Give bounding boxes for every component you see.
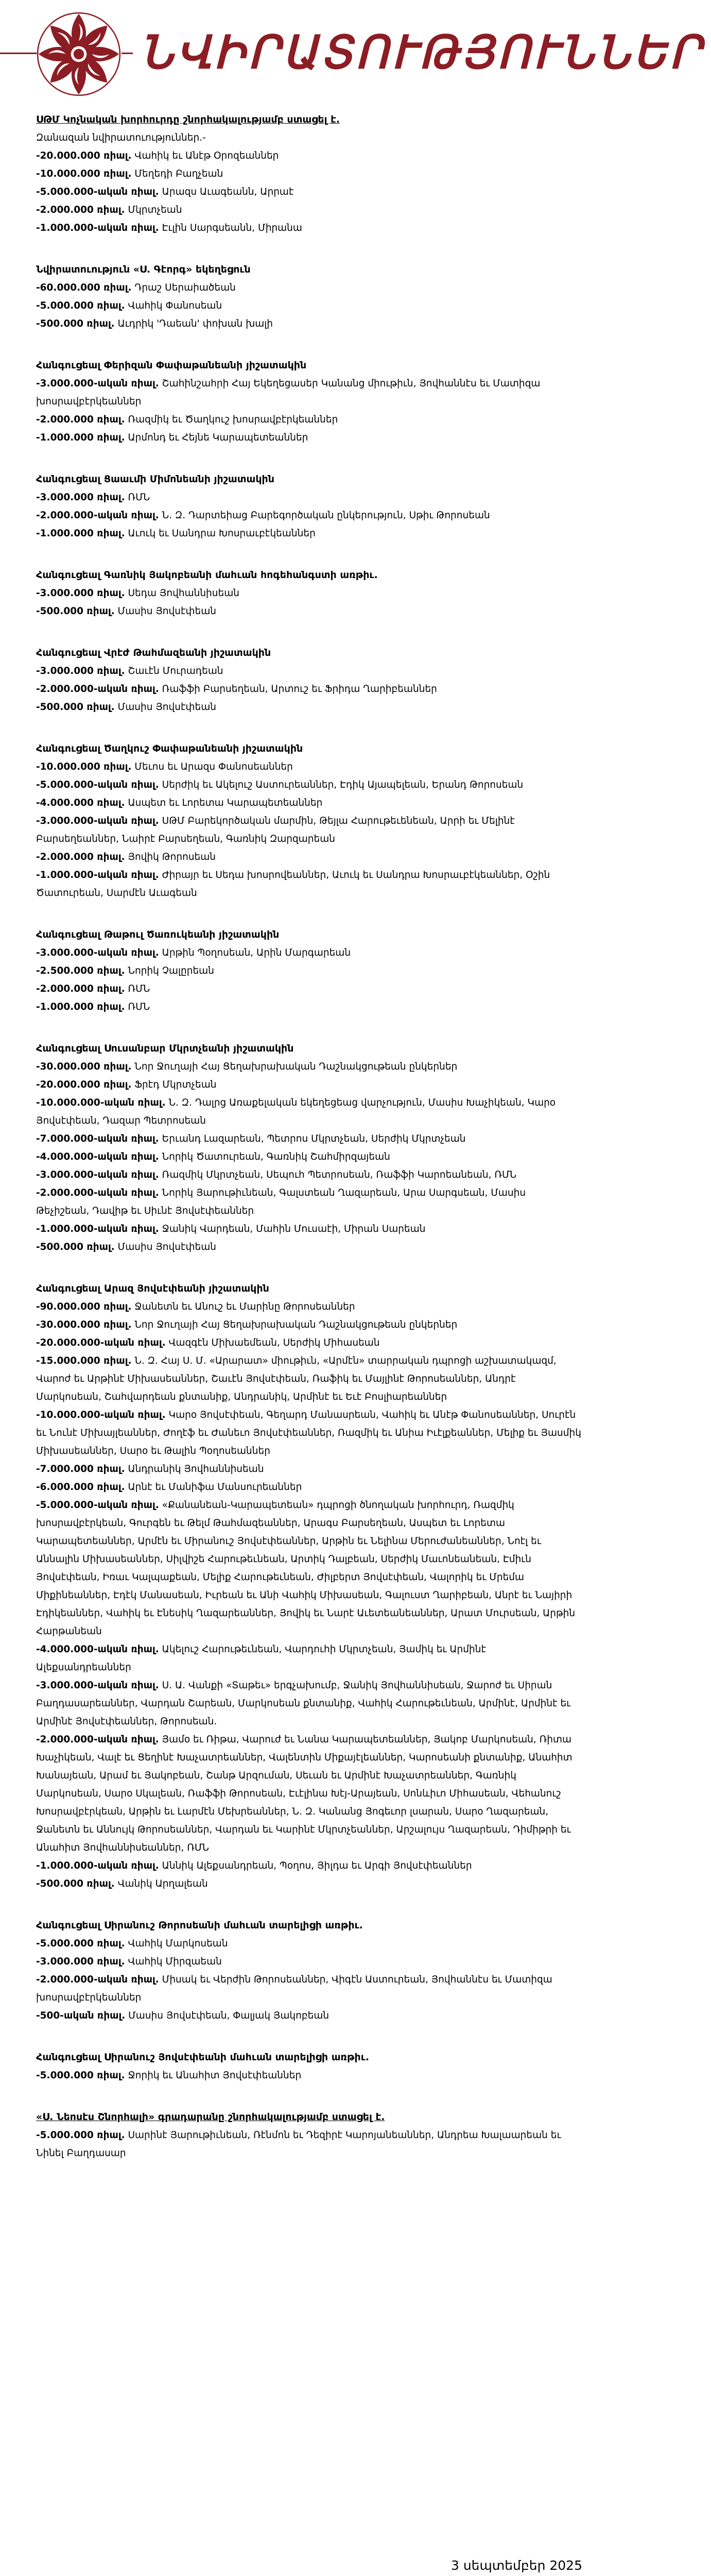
- donation-amount: -4.000.000 ռիալ.: [36, 798, 125, 808]
- donor-names: Նոր Ջուղայի Հայ Ցեղախրախական Դաշնակցութեան ընկերներ: [134, 1061, 458, 1072]
- donor-names: Յովիկ Թորոսեան: [128, 852, 216, 862]
- donation-amount: -3.000.000-ական ռիալ.: [36, 378, 159, 389]
- donation-entry: [36, 1971, 582, 2007]
- donation-entry: [36, 1298, 582, 1316]
- donation-amount: -30.000.000 ռիալ.: [36, 1061, 132, 1072]
- donor-names: Դրաշ Սերաիածեան: [134, 282, 236, 293]
- donation-entry: [36, 1640, 582, 1676]
- donation-entry: [36, 998, 582, 1016]
- donation-entry: [36, 147, 582, 165]
- donation-entry: [36, 297, 582, 315]
- donor-names: Ֆրէդ Մկրտչեան: [134, 1079, 217, 1090]
- donation-entry: [36, 2066, 582, 2084]
- donation-entry: [36, 848, 582, 866]
- donation-section: [36, 470, 582, 543]
- section-title: Նվիրատուություն «Ս. Գէորգ» եկեղեցուն: [36, 264, 251, 275]
- donation-amount: -500.000 ռիալ.: [36, 702, 115, 713]
- donation-entry: [36, 758, 582, 776]
- donation-amount: -10.000.000 ռիալ.: [36, 761, 132, 772]
- donor-names: Արմոնդ եւ Հեյնե Կարապետեաններ: [128, 432, 308, 443]
- donation-entry: [36, 944, 582, 962]
- donation-amount: -5.000.000 ռիալ.: [36, 1938, 125, 1949]
- donor-names: Զանազան նվիրատուություններ.-: [36, 132, 206, 143]
- donation-amount: -2.000.000 ռիալ.: [36, 984, 125, 994]
- donation-entry: [36, 1166, 582, 1184]
- donor-names: Վահիկ Փանոսեան: [128, 300, 222, 311]
- donation-entry: [36, 1460, 582, 1478]
- donation-entry: [36, 524, 582, 543]
- donation-section: [36, 357, 582, 447]
- donation-entry: [36, 794, 582, 812]
- donor-names: Նորիկ Ծատուրեան, Գառնիկ Շահմիրզայեան: [162, 1151, 390, 1162]
- donor-names: Մասիս Յովսէփեան: [117, 1242, 216, 1252]
- donor-names: ՌՄՆ: [128, 1002, 150, 1012]
- donation-entry: [36, 866, 582, 902]
- donor-names: Ն. Զ. Դալրց Առաքելական եկեղեցեաց վարչություն, Մասիս Խաչիկեան, Կարօ Յովսէփեան, Դազար Պետրոսեան: [36, 1097, 556, 1126]
- donor-names: Սերժիկ եւ Ակելուշ Աստուրեաններ, Էդիկ Այապելեան, Երանդ Թորոսեան: [162, 779, 524, 790]
- donation-entry: [36, 183, 582, 201]
- page-title: ՆՎԻՐԱՏՈՒԹՅՈՒՆՆԵՐ: [133, 30, 711, 75]
- donor-names: «Քանանեան-Կարապետեան» դպրոցի ծնողական խորհուրդ, Ռազմիկ խոսրավբէրկեան, Գուրգեն եւ Թելմ Թահմազեաններ, Արագս Բարսեղեան, Ասպետ եւ Լորետա Կարապետեաններ, Արմէն եւ Միրանուշ Յովսէփեաններ, Արթին եւ Նելինա Մերուժանեաններ, Նոէլ եւ Աննալին Միխասեաններ, Սիլվիշե Հարութեւնեան, Արտիկ Դալբեան, Սերժիկ Մաւոնեանեան, Էմիւն Յովսէփեան, Իռաւ Կալպաքեան, Մելիք Հարութեւնեան, Ժիլբերտ Յովսէփեան, Վալորիկ եւ Մրեմա Միքինեաններ, Էդէկ Մանասեան, Իւրեան եւ Անի Վահիկ Միխասեան, Գալուստ Ղարիբեան, Անրէ եւ Նայիրի Էդիկեաններ, Վահիկ եւ Էնեսիկ Ղազարեաններ, Յովիկ եւ Նարէ Աւետեանեաններ, Արատ Մուրսեան, Արթին Հարթանեան: [36, 1500, 576, 1637]
- armenian-ornament-logo-icon: [35, 10, 123, 98]
- donation-amount: -4.000.000-ական ռիալ.: [36, 1644, 159, 1655]
- donor-names: Ակելուշ Հարութեւնեան, Վարդուհի Մկրտչեան, Յամիկ եւ Արմինէ Ալեքսանդրեաններ: [36, 1644, 486, 1673]
- donation-entry: [36, 1676, 582, 1731]
- donation-entry: [36, 1184, 582, 1220]
- donor-names: Արնէ եւ Մանիֆա Մանսուրեաններ: [128, 1482, 302, 1493]
- donor-names: Վազգէն Միխաեմեան, Սերժիկ Միհասեան: [168, 1337, 380, 1348]
- donation-entry: [36, 1935, 582, 1953]
- donation-amount: -20.000.000 ռիալ.: [36, 1079, 132, 1090]
- donor-names: Ջանետն եւ Անուշ եւ Մարինը Թորոսեաններ: [134, 1301, 355, 1312]
- donation-entry: [36, 1406, 582, 1460]
- donor-names: Ջանիկ Վարդեան, Մահին Մուսաէի, Միրան Սարեան: [162, 1224, 426, 1234]
- donor-names: Մասիս Յովսէփեան: [117, 702, 216, 713]
- donor-names: Ն. Զ. Հայ Ս. Մ. «Արարատ» միութիւն, «Արմէն» տարրական դպրոցի աշխատակազմ, Վարոժ եւ Արթինէ Միխասեաններ, Շաւէն Յովսէփեան, Ռաֆիկ եւ Մայլինէ Թորոսեաններ, Անդրէ Մարկոսեան, Շահվարդեան քնտանիք, Անդրանիկ, Արմինէ եւ Եւէ Բոսլիարեաններ: [36, 1355, 557, 1402]
- donation-amount: -5.000.000-ական ռիալ.: [36, 1500, 159, 1511]
- donation-entry: [36, 1316, 582, 1334]
- donation-entry: [36, 1238, 582, 1256]
- donation-entry: [36, 1058, 582, 1076]
- donation-entry: [36, 129, 582, 147]
- donation-entry: [36, 680, 582, 698]
- publication-date: 3 սեպտեմբեր 2025: [450, 2558, 582, 2573]
- donation-section: [36, 261, 582, 333]
- donor-names: Ասպետ եւ Լորետա Կարապետեաններ: [128, 798, 323, 808]
- donor-names: Էւլին Սարգսեանն, Միրանա: [162, 223, 302, 233]
- donation-amount: -60.000.000 ռիալ.: [36, 282, 132, 293]
- donor-names: Ռազմիկ եւ Ծաղկուշ խոսրավբէրկեաններ: [128, 414, 338, 425]
- donation-amount: -3.000.000-ական ռիալ.: [36, 1170, 159, 1180]
- donor-names: Նոր Ջուղայի Հայ Ցեղախրախական Դաշնակցութեան ընկերներ: [134, 1319, 458, 1330]
- donation-amount: -10.000.000-ական ռիալ.: [36, 1410, 166, 1420]
- donor-names: Կարօ Յովսէփեան, Գեղարդ Մանասրեան, Վահիկ եւ Անէթ Փանոսեաններ, Սուրէն եւ Նունէ Միխայլեաններ, Ժողէֆ եւ Ժանեւո Յովսէփեաններ, Ռազմիկ եւ Անիա Իւէլքեաններ, Մելիք եւ Յասմիկ Միխասեաններ, Սարօ եւ Թալին Պօղոսեաններ: [36, 1410, 581, 1456]
- donation-section: [36, 644, 582, 716]
- donation-amount: -2.000.000-ական ռիալ.: [36, 1974, 159, 1985]
- donation-amount: -1.000.000 ռիալ.: [36, 1002, 125, 1012]
- donation-amount: -4.000.000-ական ռիալ.: [36, 1151, 159, 1162]
- donor-names: Անդրանիկ Յովհաննիսեան: [128, 1464, 264, 1475]
- donation-entry: [36, 1352, 582, 1406]
- donation-amount: -2.000.000-ական ռիալ.: [36, 1734, 159, 1745]
- donor-names: ՌՄՆ: [128, 492, 150, 503]
- donation-amount: -500.000 ռիալ.: [36, 318, 115, 329]
- donation-entry: [36, 219, 582, 237]
- section-title: «Ս. Նեոսէս Շնորհալի» գրադարանը շնորհակալությամբ ստացել է.: [36, 2111, 385, 2123]
- donation-entry: [36, 1220, 582, 1238]
- donation-entry: [36, 1094, 582, 1130]
- donor-names: Նորիկ Յարութիւնեան, Գալստեան Ղազարեան, Արա Սարգսեան, Մասիս Թեչիշեան, Դավիթ եւ Սիւնէ Յովսէփեաններ: [36, 1188, 526, 1216]
- donation-amount: -5.000.000 ռիալ.: [36, 2070, 125, 2081]
- header-rule-left: [0, 53, 37, 54]
- donor-names: Մկրտչեան: [128, 205, 182, 215]
- donor-names: Արազս Աւագեանն, Արրաէ: [162, 187, 294, 197]
- donation-entry: [36, 2007, 582, 2025]
- donor-names: Ռազմիկ Մկրտչեան, Սեպուհ Պետրոսեան, Ռաֆֆի Կարոեանեան, ՌՄՆ: [162, 1170, 517, 1180]
- donor-names: Ջորիկ եւ Անահիտ Յովսէփեաններ: [128, 2070, 302, 2081]
- donation-entry: [36, 429, 582, 447]
- donation-amount: -2.000.000 ռիալ.: [36, 852, 125, 862]
- donation-amount: -10.000.000 ռիալ.: [36, 168, 132, 179]
- section-title: Հանգուցեալ Սուսանբար Մկրտչեանի յիշատակին: [36, 1043, 294, 1054]
- donor-names: Մեղեդի Բաղչեան: [134, 168, 223, 179]
- donation-amount: -3.000.000-ական ռիալ.: [36, 816, 159, 826]
- donor-names: Աննիկ Ալեքսանդրեան, Պօղոս, Յիլդա եւ Արգի Յովսէփեաններ: [162, 1860, 472, 1871]
- donation-entry: [36, 1478, 582, 1496]
- donor-names: Մասիս Յովսէփեան, Փալյակ Յակոբեան: [128, 2010, 330, 2021]
- section-title: Հանգուցեալ Սիրանուշ Թորոսեանի մահւան տարելիցի առթիւ.: [36, 1920, 363, 1931]
- donor-names: Շահինշահրի Հայ Եկեղեցասեր Կանանց միութիւն, Յովհաննէս եւ Մատիզա խոսրավբէրկեաններ: [36, 378, 541, 407]
- donor-names: Վահիկ Միրզաեան: [128, 1956, 222, 1967]
- donation-amount: -3.000.000-ական ռիալ.: [36, 947, 159, 958]
- donation-amount: -2.000.000-ական ռիալ.: [36, 684, 159, 694]
- donation-entry: [36, 1731, 582, 1857]
- donor-names: Մասիս Յովսէփեան: [117, 606, 216, 617]
- donation-amount: -7.000.000-ական ռիալ.: [36, 1133, 159, 1144]
- donation-amount: -5.000.000 ռիալ.: [36, 2130, 125, 2141]
- section-title: Հանգուցեալ Փերիզան Փափաթանեանի յիշատակին: [36, 360, 307, 371]
- donation-amount: -10.000.000-ական ռիալ.: [36, 1097, 166, 1108]
- donation-amount: -500-ական ռիալ.: [36, 2010, 126, 2021]
- donor-names: Ժիրայր եւ Սեդա խոսրովեաններ, Աւուկ եւ Սանդրա Խոսրաւբէկեաններ, Օշին Ծատուրեան, Սարմէն Աւագեան: [36, 870, 550, 899]
- donor-names: Սեդա Յովհաննիսեան: [128, 588, 239, 599]
- donation-entry: [36, 279, 582, 297]
- donation-amount: -90.000.000 ռիալ.: [36, 1301, 132, 1312]
- donation-entry: [36, 315, 582, 333]
- donor-names: Ռաֆֆի Բարսեղեան, Արտուշ եւ Ֆրիդա Ղարիբեաններ: [162, 684, 437, 694]
- donation-amount: -1.000.000-ական ռիալ.: [36, 1860, 159, 1871]
- donor-names: Ն. Զ. Դարտեիաց Բարեգործական ընկերություն, Սթիւ Թորոսեան: [162, 510, 490, 521]
- donation-entry: [36, 698, 582, 716]
- donation-entry: [36, 411, 582, 429]
- donor-names: Մեւոս եւ Արազս Փանոսեաններ: [134, 761, 293, 772]
- donation-entry: [36, 1496, 582, 1640]
- donor-names: Աւուկ եւ Սանդրա Խոսրաւբէկեաններ: [128, 528, 316, 539]
- donation-amount: -1.000.000-ական ռիալ.: [36, 870, 159, 880]
- donation-amount: -5.000.000-ական ռիալ.: [36, 187, 159, 197]
- donation-amount: -3.000.000 ռիալ.: [36, 588, 125, 599]
- donation-amount: -20.000.000 ռիալ.: [36, 150, 132, 161]
- donations-list: [36, 111, 582, 2186]
- donor-names: Վանիկ Արղալեան: [117, 1878, 208, 1889]
- donation-amount: -500.000 ռիալ.: [36, 606, 115, 617]
- donation-amount: -3.000.000 ռիալ.: [36, 1956, 125, 1967]
- donation-amount: -5.000.000-ական ռիալ.: [36, 779, 159, 790]
- donation-amount: -3.000.000 ռիալ.: [36, 492, 125, 503]
- donation-amount: -1.000.000-ական ռիալ.: [36, 1224, 159, 1234]
- section-title: Հանգուցեալ Արազ Յովսէփեանի յիշատակին: [36, 1283, 269, 1294]
- donation-amount: -1.000.000 ռիալ.: [36, 432, 125, 443]
- donor-names: Միսակ եւ Վերժին Թորոսեաններ, Վիգէն Աստուրեան, Յովհաննէս եւ Մատիզա խոսրավբէրկեաններ: [36, 1974, 552, 2003]
- donation-entry: [36, 1875, 582, 1893]
- donation-section: [36, 1917, 582, 2025]
- donation-entry: [36, 776, 582, 794]
- donation-section: [36, 1280, 582, 1893]
- donation-entry: [36, 1857, 582, 1875]
- donation-amount: -15.000.000 ռիալ.: [36, 1355, 132, 1366]
- donation-entry: [36, 812, 582, 848]
- donation-amount: -3.000.000 ռիալ.: [36, 666, 125, 676]
- donation-entry: [36, 662, 582, 680]
- donor-names: Աւդրիկ 'Դաեան' փոխան խալի: [117, 318, 273, 329]
- donor-names: Նորիկ Չալըրեան: [128, 965, 214, 976]
- donation-amount: -1.000.000 ռիալ.: [36, 528, 125, 539]
- donation-amount: -500.000 ռիալ.: [36, 1242, 115, 1252]
- donation-section: [36, 2108, 582, 2162]
- donation-entry: [36, 488, 582, 506]
- donation-section: [36, 566, 582, 620]
- donor-names: Ս. Ա. Վանքի «Տաթեւ» երգչախումբ, Ջանիկ Յովհաննիսեան, Ջարոժ եւ Սիրան Բաղդասարեաններ, Վարդան Շարեան, Մարկոսեան քնտանիք, Վահիկ Հարութեւնեան, Արմինէ, Արմինէ եւ Արմինէ Յովսէփեաններ, Թորոսեան.: [36, 1680, 571, 1727]
- donor-names: Շաւէն Մուրադեան: [128, 666, 223, 676]
- donation-entry: [36, 201, 582, 219]
- donation-amount: -5.000.000 ռիալ.: [36, 300, 125, 311]
- donation-entry: [36, 1076, 582, 1094]
- donor-names: Վահիկ եւ Անէթ Օրոզեաններ: [134, 150, 279, 161]
- donation-amount: -2.000.000 ռիալ.: [36, 205, 125, 215]
- donor-names: Յամօ եւ Ռիթա, Վարուժ եւ Նանա Կարապետեաններ, Յակոբ Մարկոսեան, Ռիտա Խաչիկեան, Վալէ եւ Ցեղինէ Խաչատրեաններ, Վալենտին Միքայէլեաններ, Կարոսեանի քնտանիք, Անահիտ Խանայեան, Արամ եւ Յակոբեան, Շանթ Արզուման, Սեւան եւ Արմինէ Խաչատրեաններ, Գառնիկ Մարկոսեան, Սարօ Սկալեան, Ռաֆֆի Թորոսեան, Էւէլինա Խէյ-Արայեան, Սոնևիւո Միհասեան, Վեհանուշ Խոսրավբէրկեան, Արթին եւ Լարմէն Մեխրեաններ, Ն. Զ. Կանանց Յոգեւոր լսարան, Սարօ Ղազարեան, Ջանետն եւ Աննույկ Թորոսեաններ, Վարդան եւ Կարինէ Մկրտչեաններ, Արշալույս Ղազարեան, Դիմիթրի եւ Անահիտ Յովհաննիսեաններ, ՌՄՆ: [36, 1734, 573, 1853]
- donation-amount: -2.000.000-ական ռիալ.: [36, 510, 159, 521]
- section-title: Հանգուցեալ Վրէժ Թահմազեանի յիշատակին: [36, 647, 271, 658]
- donation-amount: -500.000 ռիալ.: [36, 1878, 115, 1889]
- donation-entry: [36, 584, 582, 602]
- donation-amount: -20.000.000-ական ռիալ.: [36, 1337, 166, 1348]
- donation-amount: -2.000.000-ական ռիալ.: [36, 1188, 159, 1198]
- donation-section: [36, 1040, 582, 1256]
- donation-entry: [36, 602, 582, 620]
- donation-amount: -1.000.000-ական ռիալ.: [36, 223, 159, 233]
- donation-entry: [36, 165, 582, 183]
- donor-names: Արթին Պօղոսեան, Արին Մարգարեան: [162, 947, 351, 958]
- donation-amount: -30.000.000 ռիալ.: [36, 1319, 132, 1330]
- section-title: Հանգուցեալ Գառնիկ Յակոբեանի մահւան հոգեհանգստի առթիւ.: [36, 569, 378, 581]
- donation-entry: [36, 1148, 582, 1166]
- section-title: ՍԹՄ Կոչնական խորհուրդը շնորհակալությամբ ստացել է.: [36, 114, 340, 125]
- donation-entry: [36, 1334, 582, 1352]
- donation-entry: [36, 1953, 582, 1971]
- donor-names: Երւանդ Լազարեան, Պետրոս Մկրտչեան, Սերժիկ Մկրտչեան: [162, 1133, 466, 1144]
- donation-amount: -6.000.000 ռիալ.: [36, 1482, 125, 1493]
- donation-section: [36, 111, 582, 237]
- donation-entry: [36, 2126, 582, 2162]
- donation-amount: -7.000.000 ռիալ.: [36, 1464, 125, 1475]
- section-title: Հանգուցեալ Ցաաւմի Միմոնեանի յիշատակին: [36, 473, 274, 485]
- donation-amount: -2.000.000 ռիալ.: [36, 414, 125, 425]
- donation-amount: -3.000.000-ական ռիալ.: [36, 1680, 159, 1691]
- donor-names: ՍԹՄ Բարեկործական մարմին, Թեյլա Հարութեւենեան, Արրի եւ Մելինէ Բարսեղեաններ, Նաիրէ Բարսեղեան, Գառնիկ Զարզարեան: [36, 816, 515, 844]
- section-title: Հանգուցեալ Սիրանուշ Յովսէփեանի մահւան տարելիցի առթիւ.: [36, 2052, 370, 2063]
- page-header: [0, 0, 704, 103]
- donation-entry: [36, 1130, 582, 1148]
- donation-entry: [36, 980, 582, 998]
- donation-entry: [36, 506, 582, 524]
- section-title: Հանգուցեալ Թաթուլ Ծառուկեանի յիշատակին: [36, 929, 280, 940]
- donor-names: Սարինէ Յարութիւնեան, Ռէնմոն եւ Դեզիրէ Կարոյանեաններ, Անդրեա Խալաարեան եւ Նինել Բաղդասար: [36, 2130, 561, 2159]
- donation-entry: [36, 962, 582, 980]
- donation-section: [36, 740, 582, 902]
- donor-names: ՌՄՆ: [128, 984, 150, 994]
- donation-entry: [36, 375, 582, 411]
- donation-amount: -2.500.000 ռիալ.: [36, 965, 125, 976]
- donor-names: Վահիկ Մարկոսեան: [128, 1938, 228, 1949]
- donation-section: [36, 2048, 582, 2084]
- section-title: Հանգուցեալ Ծաղկուշ Փափաթանեանի յիշատակին: [36, 743, 303, 754]
- donation-section: [36, 926, 582, 1016]
